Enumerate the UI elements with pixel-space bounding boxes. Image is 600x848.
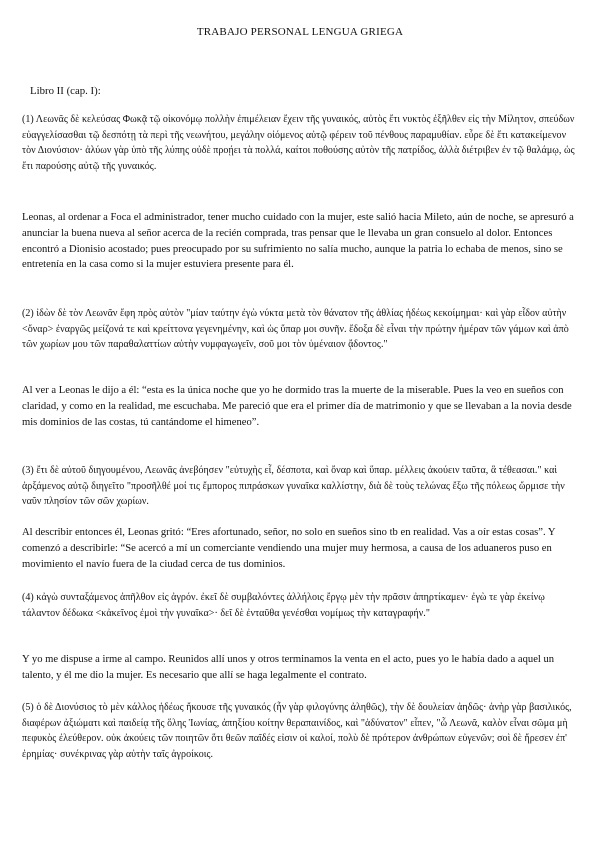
section-2-greek: (2) ἰδὼν δὲ τὸν Λεωνᾶν ἔφη πρὸς αὐτὸν "μίαν ταύτην ἐγὼ νύκτα μετὰ τὸν θάνατον τῆς ἀθλίας ἡδέως κεκοίμημαι· καὶ γὰρ εἶδον αὐτὴν <ὄναρ> ἐναργῶς μείζονά τε καὶ κρείττονα γεγενημένην, καὶ ὡς ὕπαρ μοι συνῆν. ἔδοξα δὲ εἶναι τὴν πρώτην ἡμέραν τῶν γάμων καὶ ἀπὸ τῶν χωρίων μου τῶν παραθαλαττίων αὐτὴν νυμφαγωγεῖν, σοῦ μοι τὸν ὑμέναιον ᾄδοντος." bbox=[22, 308, 569, 350]
section-1-spanish: Leonas, al ordenar a Foca el administrador, tener mucho cuidado con la mujer, este salió hacia Mileto, aún de noche, se apresuró a anunciar la buena nueva al señor acerca de la recién comprada, tras pensar que le llevaba un gran consuelo al dolor. Entonces encontró a Dionisio acostado; pues preocupado por su sufrimiento no salía mucho, aunque la patria lo echaba de menos, sino se entretenía en la casa como si la mujer estuviera presente para él. bbox=[22, 212, 574, 271]
book-heading: Libro II (cap. I): bbox=[30, 85, 101, 97]
section-5-greek: (5) ὁ δὲ Διονύσιος τὸ μὲν κάλλος ἡδέως ἤκουσε τῆς γυναικός (ἦν γὰρ φιλογύνης ἀληθῶς), τὴν δὲ δουλείαν ἀηδῶς· ἀνὴρ γὰρ βασιλικός, διαφέρων ἀξιώματι καὶ παιδείᾳ τῆς ὅλης Ἰωνίας, ἀπηξίου κοίτην θεραπαινίδος, καὶ "ἀδύνατον" εἶπεν, "ὦ Λεωνᾶ, καλὸν εἶναι σῶμα μὴ πεφυκὸς ἐλεύθερον. οὐκ ἀκούεις τῶν ποιητῶν ὅτι θεῶν παῖδές εἰσιν οἱ καλοί, πολὺ δὲ πρότερον ἀνθρώπων εὐγενῶν; σοὶ δὲ ἤρεσεν ἐπ' ἐρημίας· συνέκρινας γὰρ αὐτὴν ταῖς ἀγροίκοις. bbox=[22, 702, 572, 760]
section-1-greek: (1) Λεωνᾶς δὲ κελεύσας Φωκᾷ τῷ οἰκονόμῳ πολλὴν ἐπιμέλειαν ἔχειν τῆς γυναικός, αὐτὸς ἔτι νυκτὸς ἐξῆλθεν εἰς τὴν Μίλητον, σπεύδων εὐαγγελίσασθαι τῷ δεσπότῃ τὰ περὶ τῆς νεωνήτου, μεγάλην οἰόμενος αὐτῷ φέρειν τοῦ πένθους παραμυθίαν. εὗρε δὲ ἔτι κατακείμενον τὸν Διονύσιον· ἀλύων γὰρ ὑπὸ τῆς λύπης οὐδὲ προῄει τὰ πολλά, καίτοι ποθούσης αὐτὸν τῆς πατρίδος, ἀλλὰ διέτριβεν ἐν τῷ θαλάμῳ, ὡς ἔτι παρούσης αὐτῷ τῆς γυναικός. bbox=[22, 114, 575, 172]
section-2-spanish: Al ver a Leonas le dijo a él: “esta es la única noche que yo he dormido tras la muerte de la miserable. Pues la veo en sueños con claridad, y como en la realidad, me escuchaba. Me pareció que era el primer día de matrimonio y que se llevaban a la novia desde mis dominios de las costas, tú cantándome el himeneo”. bbox=[22, 385, 572, 428]
section-3-greek: (3) ἔτι δὲ αὐτοῦ διηγουμένου, Λεωνᾶς ἀνεβόησεν "εὐτυχὴς εἶ, δέσποτα, καὶ ὄναρ καὶ ὕπαρ. μέλλεις ἀκούειν ταῦτα, ἃ τέθεασαι." καὶ ἀρξάμενος αὐτῷ διηγεῖτο "προσῆλθέ μοί τις ἔμπορος πιπράσκων γυναῖκα καλλίστην, διὰ δὲ τοὺς τελώνας ἔξω τῆς πόλεως ὥρμισε τὴν ναῦν πλησίον τῶν σῶν χωρίων. bbox=[22, 465, 565, 507]
section-4-greek: (4) κἀγὼ συνταξάμενος ἀπῆλθον εἰς ἀγρόν. ἐκεῖ δὲ συμβαλόντες ἀλλήλοις ἔργῳ μὲν τὴν πρᾶσιν ἀπηρτίκαμεν· ἐγὼ τε γὰρ ἐκείνῳ τάλαντον δέδωκα <κἀκεῖνος ἐμοὶ τὴν γυναῖκα>· δεῖ δὲ ἐνταῦθα γενέσθαι νομίμως τὴν καταγραφήν." bbox=[22, 592, 545, 619]
document-title: TRABAJO PERSONAL LENGUA GRIEGA bbox=[196, 26, 404, 38]
section-4-spanish: Y yo me dispuse a irme al campo. Reunidos allí unos y otros terminamos la venta en el acto, pues yo le había dado a aquel un talento, y él me dio la mujer. Es necesario que allí se haga legalmente el contrato. bbox=[22, 654, 555, 681]
section-3-spanish: Al describir entonces él, Leonas gritó: “Eres afortunado, señor, no solo en sueños sino tb en realidad. Vas a oír estas cosas”. Y comenzó a describirle: “Se acercó a mí un comerciante vendiendo una mujer muy hermosa, a causa de los aduaneros puso en movimiento el navío fuera de la ciudad cerca de tus dominios. bbox=[22, 527, 556, 570]
